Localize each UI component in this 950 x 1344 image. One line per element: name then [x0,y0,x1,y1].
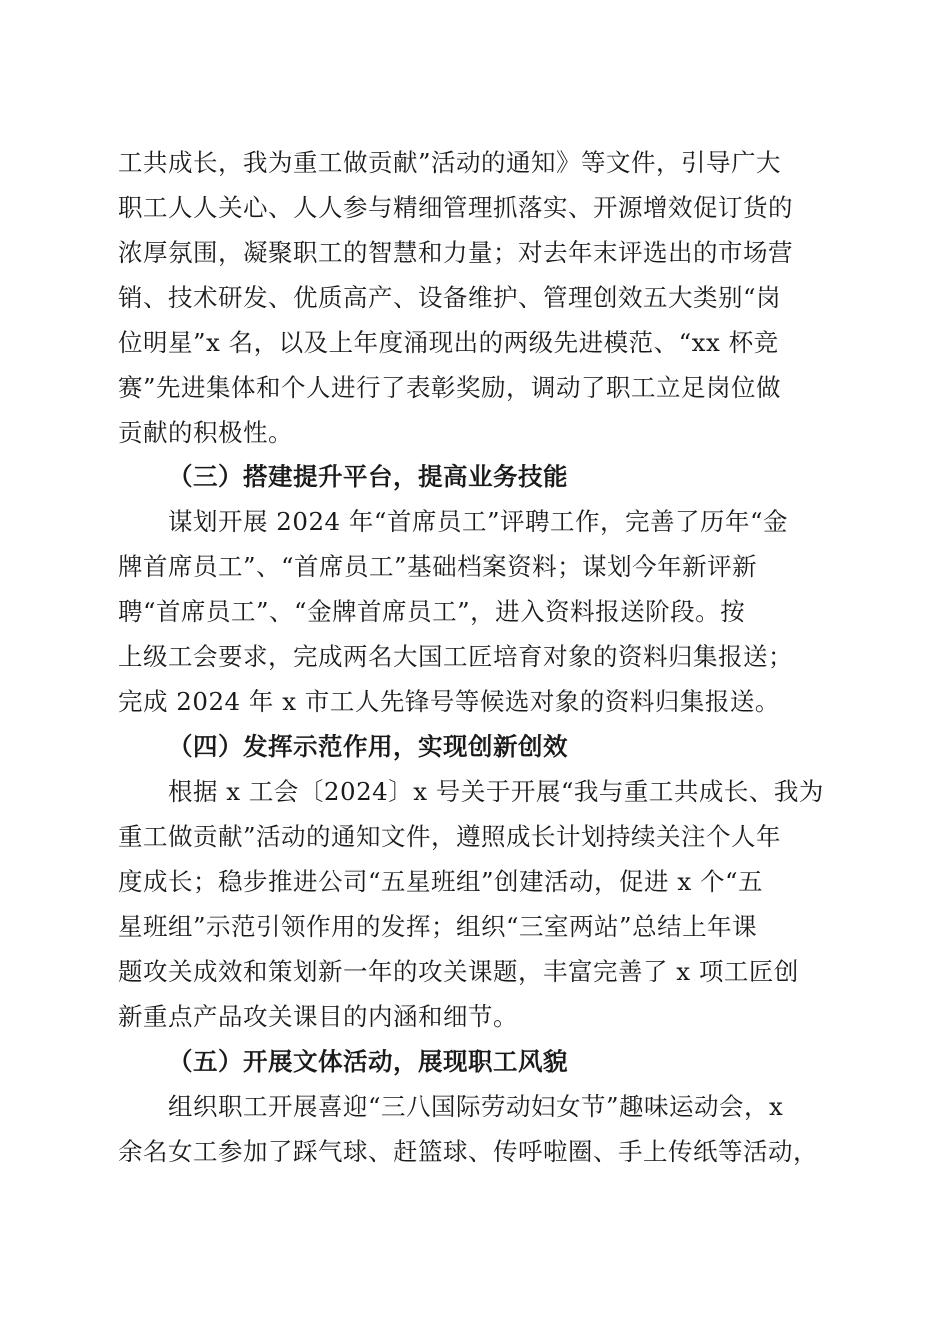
paragraph-line: 题攻关成效和策划新一年的攻关课题，丰富完善了 x 项工匠创 [118,957,799,986]
paragraph-line: 上级工会要求，完成两名大国工匠培育对象的资料归集报送； [118,642,793,671]
paragraph-line: 聘“首席员工”、“金牌首席员工”，进入资料报送阶段。按 [118,597,746,626]
paragraph-line: 余名女工参加了踩气球、赶篮球、传呼啦圈、手上传纸等活动， [118,1137,818,1166]
paragraph-line: 赛”先进集体和个人进行了表彰奖励，调动了职工立足岗位做 [118,373,782,402]
section-heading: （五）开展文体活动，展现职工风貌 [168,1047,568,1076]
paragraph-line: 重工做贡献”活动的通知文件，遵照成长计划持续关注个人年 [118,822,782,851]
paragraph-line: 谋划开展 2024 年“首席员工”评聘工作，完善了历年“金 [168,507,788,536]
paragraph-line: 度成长；稳步推进公司“五星班组”创建活动，促进 x 个“五 [118,867,763,896]
section-heading: （三）搭建提升平台，提高业务技能 [168,462,568,491]
paragraph-line: 组织职工开展喜迎“三八国际劳动妇女节”趣味运动会，x [168,1092,784,1121]
section-heading: （四）发挥示范作用，实现创新创效 [168,732,568,761]
paragraph-line: 星班组”示范引领作用的发挥；组织“三室两站”总结上年课 [118,912,758,941]
paragraph-line: 销、技术研发、优质高产、设备维护、管理创效五大类别“岗 [118,283,782,312]
paragraph-line: 完成 2024 年 x 市工人先锋号等候选对象的资料归集报送。 [118,687,780,716]
paragraph-line: 新重点产品攻关课目的内涵和细节。 [118,1002,518,1031]
paragraph-line: 工共成长，我为重工做贡献”活动的通知》等文件，引导广大 [118,148,782,177]
paragraph-line: 职工人人关心、人人参与精细管理抓落实、开源增效促订货的 [118,193,793,222]
paragraph-line: 位明星”x 名，以及上年度涌现出的两级先进模范、“xx 杯竞 [118,328,779,357]
paragraph-line: 贡献的积极性。 [118,418,293,447]
paragraph-line: 牌首席员工”、“首席员工”基础档案资料；谋划今年新评新 [118,552,758,581]
paragraph-line: 根据 x 工会〔2024〕x 号关于开展“我与重工共成长、我为 [168,777,824,806]
paragraph-line: 浓厚氛围，凝聚职工的智慧和力量；对去年末评选出的市场营 [118,238,793,267]
